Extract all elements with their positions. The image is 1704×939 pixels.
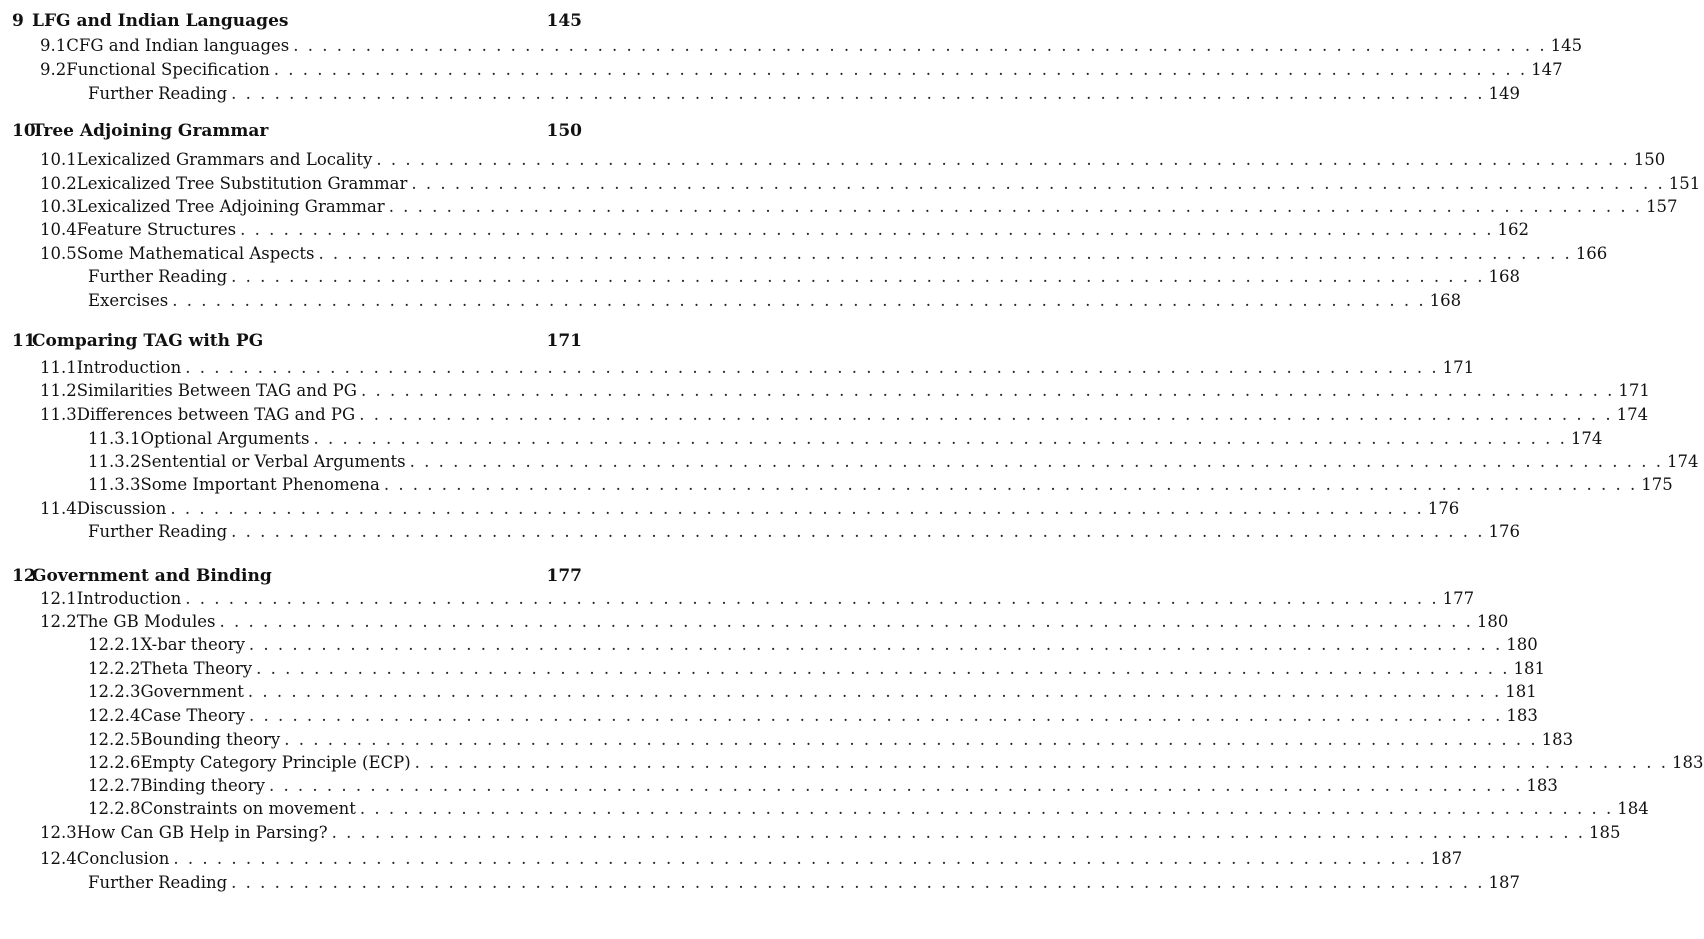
section-number: 10.2 xyxy=(40,174,77,193)
toc-entry[interactable] xyxy=(40,35,1583,57)
page-number: 151 xyxy=(1668,174,1701,193)
toc-entry[interactable] xyxy=(88,634,1538,656)
toc-entry[interactable] xyxy=(40,243,1608,265)
section-number: 12.4 xyxy=(40,849,77,868)
dot-leader xyxy=(384,474,1637,496)
section-number: 12.1 xyxy=(40,589,77,608)
toc-entry[interactable] xyxy=(88,521,1521,543)
dot-leader xyxy=(256,658,1509,680)
page-number: 175 xyxy=(1641,475,1673,494)
section-title: Sentential or Verbal Arguments xyxy=(140,452,406,471)
dot-leader xyxy=(274,59,1527,81)
page-number: 149 xyxy=(1488,84,1521,103)
dot-leader xyxy=(376,149,1629,171)
page-number: 145 xyxy=(1550,36,1583,55)
section-title: Differences between TAG and PG xyxy=(76,405,356,424)
dot-leader xyxy=(293,35,1546,57)
section-number: 12 xyxy=(12,566,36,586)
page-number: 174 xyxy=(1667,452,1699,471)
page-number: 183 xyxy=(1506,706,1538,725)
section-title: Constraints on movement xyxy=(140,799,356,818)
page-number: 187 xyxy=(1430,849,1463,868)
section-title: Further Reading xyxy=(88,267,228,286)
toc-entry[interactable] xyxy=(88,872,1521,894)
toc-entry[interactable] xyxy=(40,173,1701,195)
section-title: Exercises xyxy=(88,291,169,310)
section-number: 11 xyxy=(12,331,36,351)
page-number: 171 xyxy=(1618,381,1650,400)
dot-leader xyxy=(314,428,1567,450)
section-title: CFG and Indian languages xyxy=(66,36,290,55)
section-title: Introduction xyxy=(76,358,182,377)
page-number: 185 xyxy=(1588,823,1621,842)
section-title: LFG and Indian Languages xyxy=(32,11,289,31)
toc-entry[interactable] xyxy=(88,451,1699,473)
section-number: 12.2.2 xyxy=(88,659,141,678)
section-number: 9 xyxy=(12,11,24,31)
page-number: 168 xyxy=(1488,267,1521,286)
section-number: 10 xyxy=(12,121,36,141)
section-number: 9.2 xyxy=(40,60,67,79)
dot-leader xyxy=(318,243,1571,265)
section-title: Further Reading xyxy=(88,84,228,103)
page-number: 150 xyxy=(546,121,582,141)
dot-leader xyxy=(249,705,1502,727)
toc-entry[interactable] xyxy=(40,588,1475,610)
section-title: Conclusion xyxy=(76,849,170,868)
page-number: 147 xyxy=(1531,60,1563,79)
page-number: 171 xyxy=(1442,358,1475,377)
section-number: 12.2.4 xyxy=(88,706,141,725)
section-title: Lexicalized Grammars and Locality xyxy=(76,150,373,169)
toc-entry[interactable] xyxy=(40,498,1460,520)
section-title: Discussion xyxy=(76,499,167,518)
section-title: Tree Adjoining Grammar xyxy=(32,121,269,141)
toc-entry[interactable] xyxy=(88,474,1673,496)
dot-leader xyxy=(284,729,1537,751)
page-number: 183 xyxy=(1541,730,1574,749)
toc-entry[interactable] xyxy=(40,611,1509,633)
section-number: 11.1 xyxy=(40,358,77,377)
toc-entry[interactable] xyxy=(88,752,1704,774)
section-title: Comparing TAG with PG xyxy=(32,331,264,351)
toc-entry[interactable] xyxy=(40,357,1475,379)
page-number: 145 xyxy=(546,11,582,31)
section-title: Bounding theory xyxy=(140,730,281,749)
section-title: Some Mathematical Aspects xyxy=(76,244,315,263)
section-title: Government and Binding xyxy=(32,566,272,586)
section-number: 12.2 xyxy=(40,612,77,631)
section-title: Similarities Between TAG and PG xyxy=(76,381,357,400)
toc-entry[interactable] xyxy=(88,798,1649,820)
dot-leader xyxy=(269,775,1522,797)
dot-leader xyxy=(361,380,1614,402)
page-number: 181 xyxy=(1505,682,1537,701)
page-number: 180 xyxy=(1476,612,1509,631)
toc-entry[interactable] xyxy=(40,59,1563,81)
page-number: 150 xyxy=(1633,150,1666,169)
toc-entry[interactable] xyxy=(88,266,1521,288)
toc-entry[interactable] xyxy=(88,290,1462,312)
toc-entry[interactable] xyxy=(40,196,1678,218)
dot-leader xyxy=(410,451,1663,473)
section-title: Lexicalized Tree Adjoining Grammar xyxy=(76,197,385,216)
page-number: 183 xyxy=(1526,776,1558,795)
section-title: Further Reading xyxy=(88,522,228,541)
dot-leader xyxy=(231,266,1484,288)
page-number: 177 xyxy=(546,566,582,586)
dot-leader xyxy=(170,498,1423,520)
toc-entry[interactable] xyxy=(40,149,1666,171)
section-number: 12.3 xyxy=(40,823,77,842)
page-number: 180 xyxy=(1506,635,1538,654)
page-number: 162 xyxy=(1497,220,1529,239)
page-number: 166 xyxy=(1575,244,1608,263)
section-number: 12.2.8 xyxy=(88,799,141,818)
page-number: 176 xyxy=(1427,499,1460,518)
section-number: 10.4 xyxy=(40,220,77,239)
section-title: Feature Structures xyxy=(76,220,237,239)
toc-entry[interactable] xyxy=(40,404,1649,426)
toc-entry[interactable] xyxy=(88,83,1521,105)
toc-entry[interactable] xyxy=(88,729,1574,751)
section-number: 9.1 xyxy=(40,36,67,55)
section-title: How Can GB Help in Parsing? xyxy=(76,823,328,842)
toc-entry[interactable] xyxy=(88,775,1558,797)
dot-leader xyxy=(332,822,1585,844)
page-number: 184 xyxy=(1617,799,1649,818)
dot-leader xyxy=(185,588,1438,610)
dot-leader xyxy=(231,872,1484,894)
page-number: 176 xyxy=(1488,522,1521,541)
toc-entry[interactable] xyxy=(40,822,1621,844)
section-title: Empty Category Principle (ECP) xyxy=(140,753,411,772)
section-number: 10.5 xyxy=(40,244,77,263)
dot-leader xyxy=(172,290,1425,312)
section-number: 10.3 xyxy=(40,197,77,216)
dot-leader xyxy=(249,634,1502,656)
section-title: Further Reading xyxy=(88,873,228,892)
section-number: 12.2.3 xyxy=(88,682,141,701)
dot-leader xyxy=(415,752,1668,774)
toc-entry[interactable] xyxy=(40,848,1463,870)
page-number: 183 xyxy=(1672,753,1704,772)
dot-leader xyxy=(359,404,1612,426)
dot-leader xyxy=(231,521,1484,543)
section-number: 11.3.1 xyxy=(88,429,141,448)
section-number: 12.2.7 xyxy=(88,776,141,795)
section-number: 11.4 xyxy=(40,499,77,518)
page-number: 181 xyxy=(1513,659,1546,678)
toc-entry[interactable] xyxy=(40,380,1650,402)
toc-entry[interactable] xyxy=(40,219,1529,241)
section-number: 12.2.6 xyxy=(88,753,141,772)
dot-leader xyxy=(231,83,1484,105)
page-number: 168 xyxy=(1429,291,1462,310)
dot-leader xyxy=(248,681,1501,703)
toc-chapter[interactable] xyxy=(12,10,582,32)
toc-entry[interactable] xyxy=(88,705,1538,727)
toc-chapter[interactable] xyxy=(12,565,582,587)
toc-chapter[interactable] xyxy=(12,120,582,142)
section-title: Introduction xyxy=(76,589,182,608)
section-number: 12.2.5 xyxy=(88,730,141,749)
section-title: Optional Arguments xyxy=(140,429,310,448)
toc-entry[interactable] xyxy=(88,658,1546,680)
page-number: 174 xyxy=(1570,429,1603,448)
dot-leader xyxy=(219,611,1472,633)
section-title: Lexicalized Tree Substitution Grammar xyxy=(76,174,408,193)
dot-leader xyxy=(360,798,1613,820)
section-number: 10.1 xyxy=(40,150,77,169)
toc-entry[interactable] xyxy=(88,428,1603,450)
page-number: 187 xyxy=(1488,873,1521,892)
toc-chapter[interactable] xyxy=(12,330,582,352)
section-title: Theta Theory xyxy=(140,659,253,678)
section-number: 11.3.2 xyxy=(88,452,141,471)
section-title: Government xyxy=(140,682,244,701)
section-number: 12.2.1 xyxy=(88,635,141,654)
dot-leader xyxy=(389,196,1642,218)
dot-leader xyxy=(240,219,1493,241)
dot-leader xyxy=(173,848,1426,870)
dot-leader xyxy=(411,173,1664,195)
page-number: 171 xyxy=(546,331,582,351)
section-number: 11.3.3 xyxy=(88,475,141,494)
page-number: 157 xyxy=(1646,197,1678,216)
section-title: Functional Specification xyxy=(66,60,270,79)
section-number: 11.3 xyxy=(40,405,77,424)
section-title: The GB Modules xyxy=(76,612,216,631)
toc-entry[interactable] xyxy=(88,681,1537,703)
page-number: 174 xyxy=(1616,405,1649,424)
page-number: 177 xyxy=(1442,589,1475,608)
section-title: X-bar theory xyxy=(140,635,245,654)
section-number: 11.2 xyxy=(40,381,77,400)
section-title: Some Important Phenomena xyxy=(140,475,380,494)
dot-leader xyxy=(185,357,1438,379)
section-title: Case Theory xyxy=(140,706,245,725)
section-title: Binding theory xyxy=(140,776,265,795)
